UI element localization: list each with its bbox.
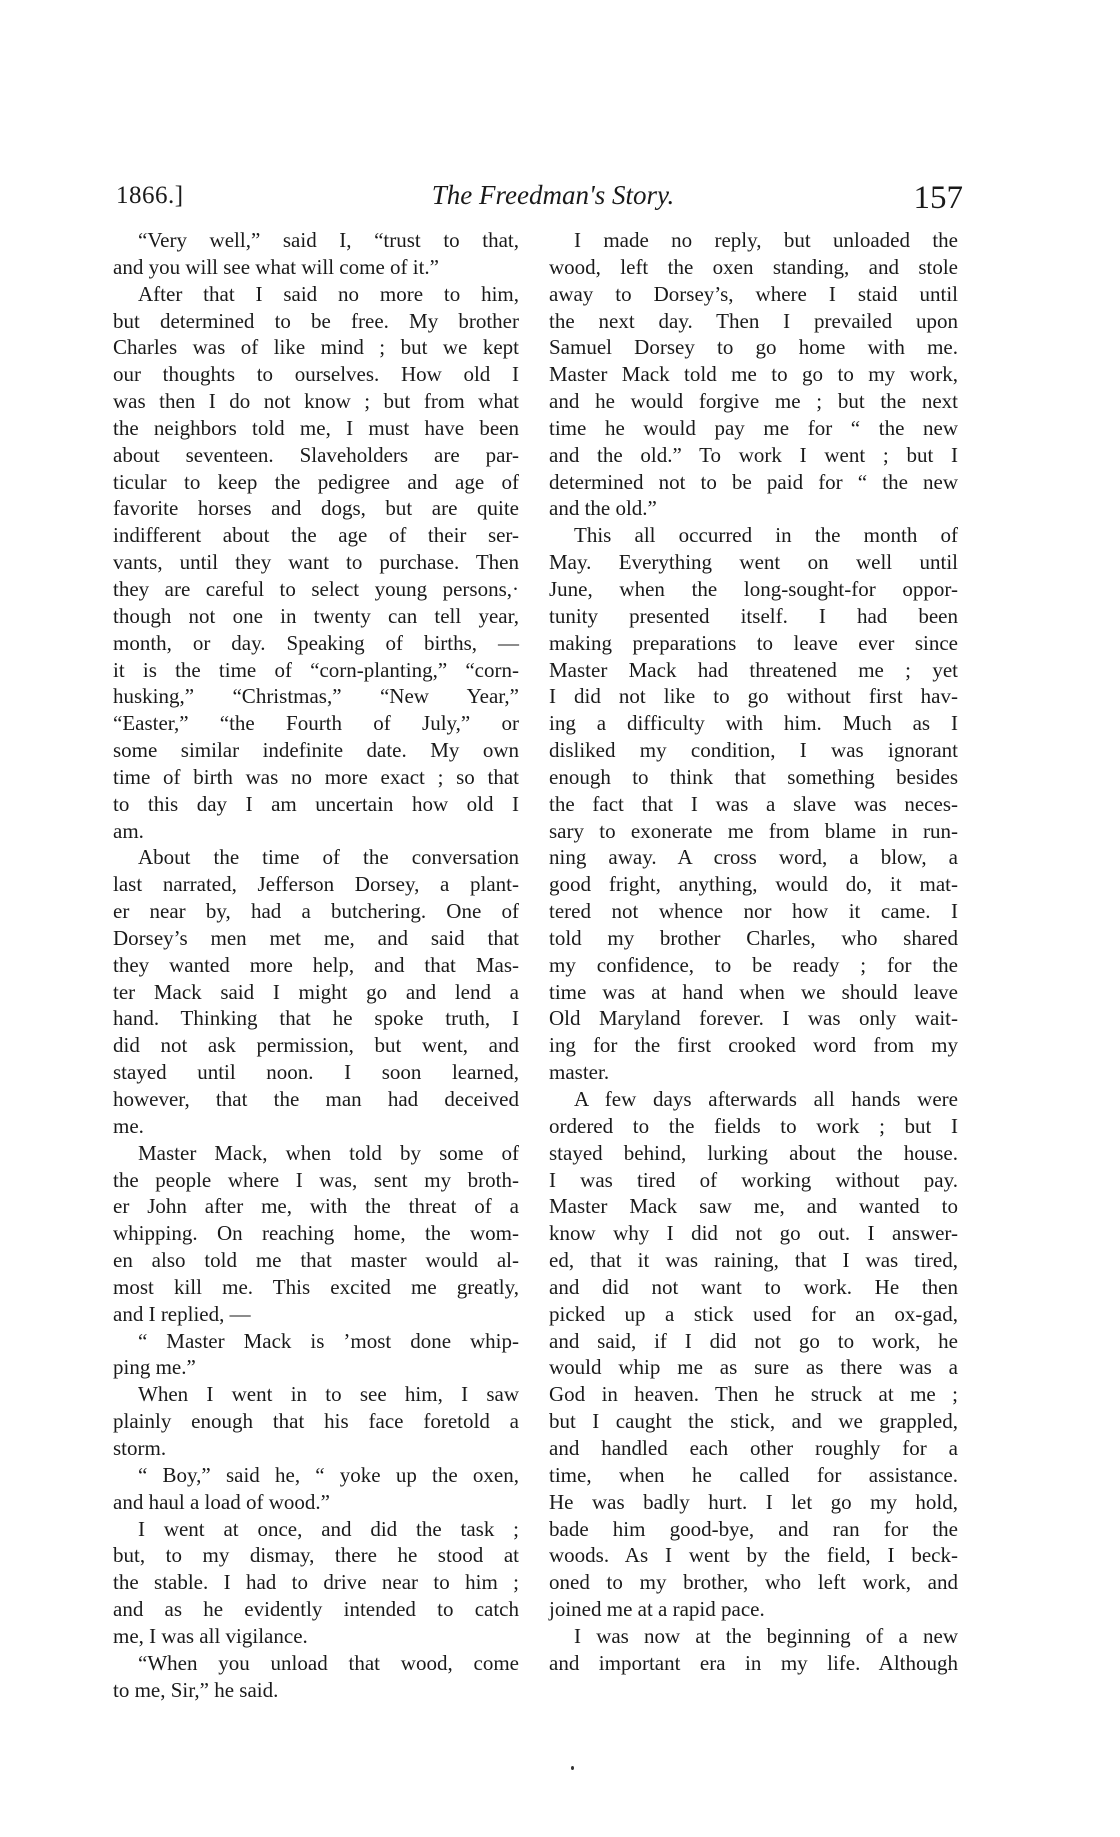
- text-line: ordered to the fields to work ; but I: [549, 1113, 958, 1138]
- text-line: time of birth was no more exact ; so that: [113, 764, 519, 789]
- text-line: woods. As I went by the field, I beck-: [549, 1543, 958, 1568]
- text-line: “Very well,” said I, “trust to that,: [138, 228, 519, 252]
- text-line: and the old.”: [549, 496, 657, 521]
- running-head-year: 1866.]: [116, 182, 184, 209]
- text-line: to this day I am uncertain how old I: [113, 791, 519, 816]
- text-line: ticular to keep the pedigree and age of: [113, 469, 519, 494]
- text-line: God in heaven. Then he struck at me ;: [549, 1382, 958, 1407]
- text-line: and the old.” To work I went ; but I: [549, 442, 958, 467]
- paragraph: [113, 1650, 519, 1704]
- text-line: hand. Thinking that he spoke truth, I: [113, 1006, 519, 1031]
- text-line: Master Mack told me to go to my work,: [549, 362, 958, 387]
- text-line: ping me.”: [113, 1355, 196, 1380]
- paragraph: [113, 1328, 519, 1382]
- text-column-left: [113, 227, 519, 1703]
- text-line: most kill me. This excited me greatly,: [113, 1274, 519, 1299]
- text-line: stayed behind, lurking about the house.: [549, 1140, 958, 1165]
- text-line: determined not to be paid for “ the new: [549, 469, 958, 494]
- text-line: our thoughts to ourselves. How old I: [113, 362, 519, 387]
- paragraph: [549, 522, 958, 1086]
- text-line: the neighbors told me, I must have been: [113, 415, 519, 440]
- text-line: it is the time of “corn-planting,” “corn-: [113, 657, 519, 682]
- text-line: About the time of the conversation: [138, 845, 519, 870]
- text-line: me, I was all vigilance.: [113, 1623, 308, 1648]
- text-line: tunity presented itself. I had been: [549, 603, 958, 628]
- text-line: vants, until they want to purchase. Then: [113, 550, 519, 575]
- text-line: would whip me as sure as there was a: [549, 1355, 958, 1380]
- text-line: Charles was of like mind ; but we kept: [113, 335, 519, 360]
- text-line: they wanted more help, and that Mas-: [113, 952, 519, 977]
- text-line: however, that the man had deceived: [113, 1087, 519, 1111]
- text-line: May. Everything went on well until: [549, 550, 958, 575]
- text-line: they are careful to select young persons,·: [113, 576, 519, 601]
- text-line: time, when he called for assistance.: [549, 1462, 958, 1487]
- text-line: “ Master Mack is ’most done whip-: [138, 1328, 519, 1353]
- text-line: and said, if I did not go to work, he: [549, 1328, 958, 1353]
- text-line: er John after me, with the threat of a: [113, 1194, 519, 1219]
- paragraph: [113, 1140, 519, 1328]
- text-line: last narrated, Jefferson Dorsey, a plant-: [113, 872, 519, 897]
- text-line: but I caught the stick, and we grappled,: [549, 1409, 958, 1434]
- text-line: master.: [549, 1060, 610, 1085]
- text-line: joined me at a rapid pace.: [549, 1597, 765, 1622]
- text-line: ter Mack said I might go and lend a: [113, 979, 519, 1004]
- text-line: oned to my brother, who left work, and: [549, 1570, 958, 1595]
- text-line: though not one in twenty can tell year,: [113, 603, 519, 628]
- text-line: Master Mack had threatened me ; yet: [549, 657, 958, 682]
- text-line: ing a difficulty with him. Much as I: [549, 711, 958, 736]
- text-line: did not ask permission, but went, and: [113, 1033, 519, 1058]
- text-line: and as he evidently intended to catch: [113, 1597, 519, 1622]
- text-line: stayed until noon. I soon learned,: [113, 1060, 519, 1085]
- text-line: er near by, had a butchering. One of: [113, 899, 519, 924]
- text-line: tered not whence nor how it came. I: [549, 899, 958, 924]
- text-line: know why I did not go out. I answer-: [549, 1221, 958, 1246]
- text-line: ed, that it was raining, that I was tired,: [549, 1248, 958, 1273]
- text-line: This all occurred in the month of: [574, 523, 958, 548]
- paragraph: [113, 281, 519, 845]
- text-line: wood, left the oxen standing, and stole: [549, 254, 958, 279]
- text-line: but, to my dismay, there he stood at: [113, 1543, 519, 1568]
- text-line: ning away. A cross word, a blow, a: [549, 845, 958, 870]
- paragraph: [113, 1516, 519, 1650]
- paragraph: [549, 227, 958, 522]
- text-line: and I replied, —: [113, 1301, 251, 1326]
- text-line: A few days afterwards all hands were: [574, 1087, 958, 1111]
- text-line: Master Mack saw me, and wanted to: [549, 1194, 958, 1219]
- text-line: making preparations to leave ever since: [549, 630, 958, 655]
- text-line: the next day. Then I prevailed upon: [549, 308, 958, 333]
- text-line: bade him good-bye, and ran for the: [549, 1516, 958, 1541]
- text-line: plainly enough that his face foretold a: [113, 1409, 519, 1434]
- paragraph: [113, 1381, 519, 1462]
- text-line: When I went in to see him, I saw: [138, 1382, 519, 1407]
- text-line: Dorsey’s men met me, and said that: [113, 925, 519, 950]
- text-line: Master Mack, when told by some of: [138, 1140, 519, 1165]
- text-line: ing for the first crooked word from my: [549, 1033, 958, 1058]
- text-line: told my brother Charles, who shared: [549, 925, 958, 950]
- text-line: some similar indefinite date. My own: [113, 738, 519, 763]
- paragraph: [113, 227, 519, 281]
- text-line: but determined to be free. My brother: [113, 308, 519, 333]
- text-line: enough to think that something besides: [549, 764, 958, 789]
- paragraph: [549, 1623, 958, 1677]
- text-line: “When you unload that wood, come: [138, 1650, 519, 1675]
- text-line: Old Maryland forever. I was only wait-: [549, 1006, 958, 1031]
- text-line: time was at hand when we should leave: [549, 979, 958, 1004]
- text-line: was then I do not know ; but from what: [113, 389, 519, 414]
- text-line: en also told me that master would al-: [113, 1248, 519, 1273]
- text-line: picked up a stick used for an ox-gad,: [549, 1301, 958, 1326]
- running-head: [113, 178, 963, 216]
- text-line: the stable. I had to drive near to him ;: [113, 1570, 519, 1595]
- text-line: and handled each other roughly for a: [549, 1435, 958, 1460]
- text-line: I made no reply, but unloaded the: [574, 228, 958, 252]
- text-line: and he would forgive me ; but the next: [549, 389, 958, 414]
- running-head-title: The Freedman's Story.: [431, 180, 675, 210]
- text-line: me.: [113, 1113, 144, 1138]
- text-column-right: [549, 227, 958, 1677]
- text-line: I was tired of working without pay.: [549, 1167, 958, 1192]
- print-speck: [571, 1766, 574, 1770]
- text-line: whipping. On reaching home, the wom-: [113, 1221, 519, 1246]
- text-line: time he would pay me for “ the new: [549, 415, 958, 440]
- paragraph: [113, 1462, 519, 1516]
- text-line: storm.: [113, 1435, 167, 1460]
- text-line: and important era in my life. Although: [549, 1650, 958, 1675]
- text-line: “Easter,” “the Fourth of July,” or: [113, 711, 519, 736]
- text-line: I went at once, and did the task ;: [138, 1516, 519, 1541]
- text-line: and you will see what will come of it.”: [113, 254, 440, 279]
- paragraph: [113, 844, 519, 1139]
- text-line: away to Dorsey’s, where I staid until: [549, 281, 958, 306]
- text-line: the fact that I was a slave was neces-: [549, 791, 958, 816]
- text-line: good fright, anything, would do, it mat-: [549, 872, 958, 897]
- text-line: He was badly hurt. I let go my hold,: [549, 1489, 958, 1514]
- text-line: and did not want to work. He then: [549, 1274, 958, 1299]
- text-line: I did not like to go without first hav-: [549, 684, 958, 709]
- text-line: indifferent about the age of their ser-: [113, 523, 519, 548]
- text-line: sary to exonerate me from blame in run-: [549, 818, 958, 843]
- text-line: favorite horses and dogs, but are quite: [113, 496, 519, 521]
- page-number: 157: [913, 180, 963, 216]
- text-line: and haul a load of wood.”: [113, 1489, 330, 1514]
- text-line: I was now at the beginning of a new: [574, 1623, 958, 1648]
- text-line: June, when the long-sought-for oppor-: [549, 576, 958, 601]
- text-line: After that I said no more to him,: [138, 281, 519, 306]
- text-line: month, or day. Speaking of births, —: [113, 630, 519, 655]
- text-line: about seventeen. Slaveholders are par-: [113, 442, 519, 467]
- text-line: the people where I was, sent my broth-: [113, 1167, 519, 1192]
- text-line: disliked my condition, I was ignorant: [549, 738, 958, 763]
- text-line: husking,” “Christmas,” “New Year,”: [113, 684, 519, 709]
- text-line: am.: [113, 818, 144, 843]
- text-line: to me, Sir,” he said.: [113, 1677, 279, 1702]
- text-line: “ Boy,” said he, “ yoke up the oxen,: [138, 1462, 519, 1487]
- text-line: my confidence, to be ready ; for the: [549, 952, 958, 977]
- paragraph: [549, 1086, 958, 1623]
- text-line: Samuel Dorsey to go home with me.: [549, 335, 958, 360]
